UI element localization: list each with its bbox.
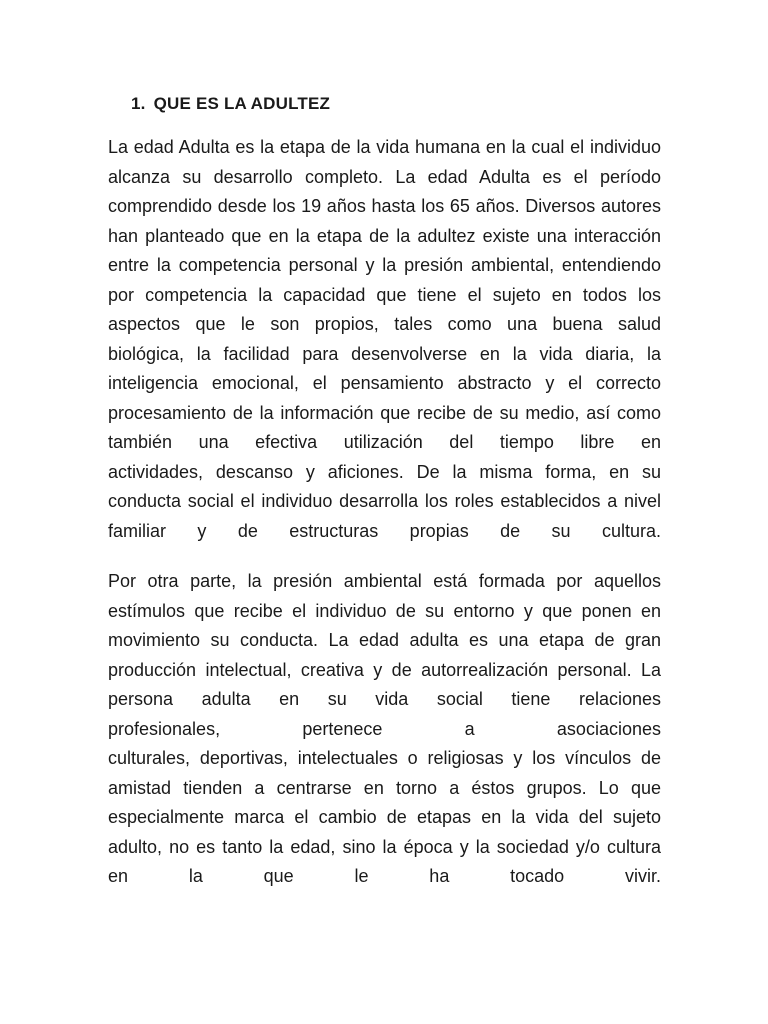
paragraph-line: familiar y de estructuras propias de su cultura. xyxy=(108,520,661,541)
paragraph-line: persona adulta en su vida social tiene relaciones xyxy=(108,689,661,709)
paragraph-line: La edad Adulta es la etapa de la vida humana en la cual el individuo xyxy=(108,137,661,157)
paragraph-line: estímulos que recibe el individuo de su entorno y que ponen en xyxy=(108,600,661,621)
paragraph-line: alcanza su desarrollo completo. La edad Adulta es el período xyxy=(108,166,661,187)
section-heading xyxy=(131,94,330,114)
paragraph-line: por competencia la capacidad que tiene el sujeto en todos los xyxy=(108,284,661,305)
paragraph-line: biológica, la facilidad para desenvolverse en la vida diaria, la xyxy=(108,343,661,364)
paragraph-line: amistad tienden a centrarse en torno a éstos grupos. Lo que xyxy=(108,777,661,798)
paragraph-line: procesamiento de la información que recibe de su medio, así como xyxy=(108,402,661,423)
paragraph-2 xyxy=(108,567,661,892)
paragraph-line: profesionales, pertenece a asociaciones xyxy=(108,718,661,739)
section-number: 1. xyxy=(131,94,146,113)
paragraph-line: también una efectiva utilización del tiempo libre en xyxy=(108,432,661,452)
paragraph-line: adulto, no es tanto la edad, sino la época y la sociedad y/o cultura xyxy=(108,836,661,857)
paragraph-line: Por otra parte, la presión ambiental está formada por aquellos xyxy=(108,571,661,591)
paragraph-line: aspectos que le son propios, tales como una buena salud xyxy=(108,314,661,334)
paragraph-line: han planteado que en la etapa de la adultez existe una interacción xyxy=(108,225,661,246)
paragraph-1 xyxy=(108,133,661,546)
paragraph-line: especialmente marca el cambio de etapas en la vida del sujeto xyxy=(108,807,661,827)
paragraph-line: comprendido desde los 19 años hasta los 65 años. Diversos autores xyxy=(108,196,661,216)
paragraph-line: entre la competencia personal y la presión ambiental, entendiendo xyxy=(108,255,661,275)
section-title: QUE ES LA ADULTEZ xyxy=(153,94,331,113)
paragraph-line: actividades, descanso y aficiones. De la misma forma, en su xyxy=(108,461,661,482)
paragraph-line: movimiento su conducta. La edad adulta es una etapa de gran xyxy=(108,630,661,650)
paragraph-line: conducta social el individuo desarrolla los roles establecidos a nivel xyxy=(108,491,661,511)
paragraph-line: inteligencia emocional, el pensamiento abstracto y el correcto xyxy=(108,373,661,393)
paragraph-line: producción intelectual, creativa y de autorrealización personal. La xyxy=(108,659,661,680)
paragraph-line: en la que le ha tocado vivir. xyxy=(108,866,661,886)
paragraph-line: culturales, deportivas, intelectuales o religiosas y los vínculos de xyxy=(108,748,661,768)
